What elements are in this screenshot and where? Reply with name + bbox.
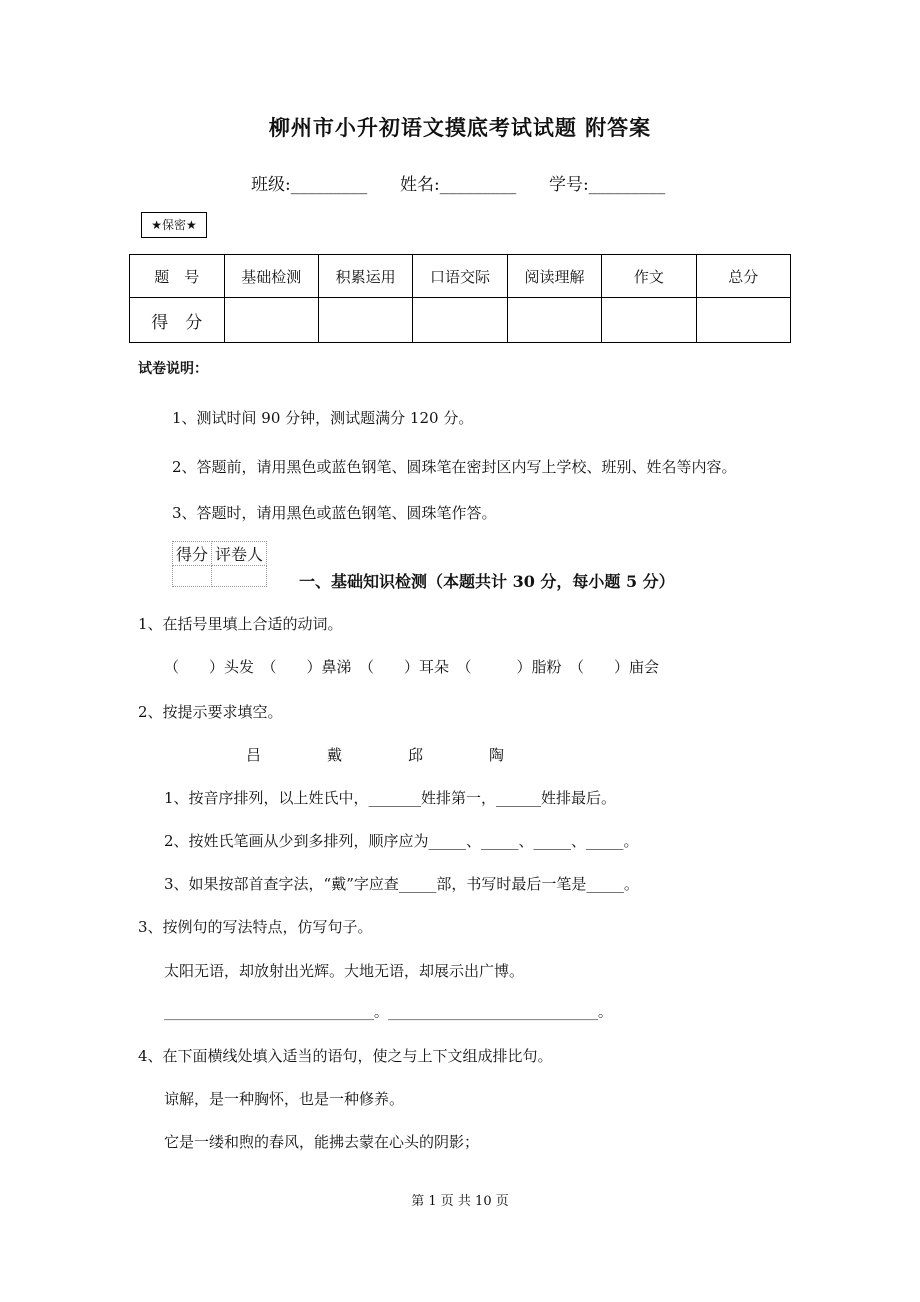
student-no-field: 学号:_________ — [549, 175, 666, 195]
q2-sub1: 1、按音序排列，以上姓氏中，_______姓排第一，______姓排最后。 — [164, 789, 617, 807]
score-table-header-row — [130, 255, 791, 298]
grader-score-label: 得分 — [173, 542, 212, 566]
q1-prompt: 1、在括号里填上合适的动词。 — [138, 615, 343, 633]
score-row-label: 得 分 — [130, 298, 225, 343]
instructions-label: 试卷说明： — [138, 361, 208, 377]
grader-box — [172, 541, 267, 587]
q3-example: 太阳无语，却放射出光辉。大地无语，却展示出广博。 — [164, 962, 525, 980]
q3-prompt: 3、按例句的写法特点，仿写句子。 — [138, 918, 373, 936]
score-cell[interactable] — [224, 298, 318, 343]
q2-sub2: 2、按姓氏笔画从少到多排列，顺序应为_____、_____、_____、_____。 — [164, 832, 639, 850]
surname-char: 戴 — [327, 746, 343, 764]
score-cell[interactable] — [318, 298, 412, 343]
instruction-item: 3、答题时，请用黑色或蓝色钢笔、圆珠笔作答。 — [172, 504, 497, 522]
page-footer: 第 1 页 共 10 页 — [411, 1194, 509, 1209]
header-cell: 口语交际 — [413, 255, 507, 298]
score-cell[interactable] — [696, 298, 790, 343]
grader-score-cell[interactable] — [173, 566, 212, 587]
score-cell[interactable] — [602, 298, 696, 343]
q2-surnames — [246, 744, 570, 765]
q4-prompt: 4、在下面横线处填入适当的语句，使之与上下文组成排比句。 — [138, 1047, 553, 1065]
q2-sub3: 3、如果按部首查字法，“戴”字应查_____部，书写时最后一笔是_____。 — [164, 875, 639, 893]
class-field: 班级:_________ — [251, 175, 368, 195]
q4-line1: 谅解，是一种胸怀，也是一种修养。 — [164, 1090, 405, 1108]
score-table-score-row — [130, 298, 791, 343]
score-cell[interactable] — [507, 298, 601, 343]
q4-line2: 它是一缕和煦的春风，能拂去蒙在心头的阴影； — [164, 1133, 480, 1151]
score-cell[interactable] — [413, 298, 507, 343]
section1-title: 一、基础知识检测（本题共计 30 分，每小题 5 分） — [299, 572, 675, 591]
q1-blanks: （ ）头发 （ ）鼻涕 （ ）耳朵 （ ）脂粉 （ ）庙会 — [164, 658, 660, 676]
surname-char: 吕 — [246, 746, 262, 764]
header-cell: 基础检测 — [224, 255, 318, 298]
header-cell: 总分 — [696, 255, 790, 298]
secret-label: ★保密★ — [141, 212, 207, 238]
header-cell: 积累运用 — [318, 255, 412, 298]
instruction-item: 2、答题前，请用黑色或蓝色钢笔、圆珠笔在密封区内写上学校、班别、姓名等内容。 — [172, 458, 737, 476]
surname-char: 邱 — [408, 746, 424, 764]
header-cell: 阅读理解 — [507, 255, 601, 298]
grader-name-cell[interactable] — [212, 566, 267, 587]
surname-char: 陶 — [489, 746, 505, 764]
score-table — [129, 254, 791, 343]
grader-name-label: 评卷人 — [212, 542, 267, 566]
name-field: 姓名:_________ — [400, 175, 517, 195]
page-title: 柳州市小升初语文摸底考试试题 附答案 — [268, 115, 652, 140]
q2-prompt: 2、按提示要求填空。 — [138, 703, 283, 721]
header-cell: 题 号 — [130, 255, 225, 298]
q3-answer-blank[interactable]: ______________________________。______________________________。 — [164, 1005, 612, 1021]
instruction-item: 1、测试时间 90 分钟，测试题满分 120 分。 — [172, 409, 474, 427]
header-cell: 作文 — [602, 255, 696, 298]
